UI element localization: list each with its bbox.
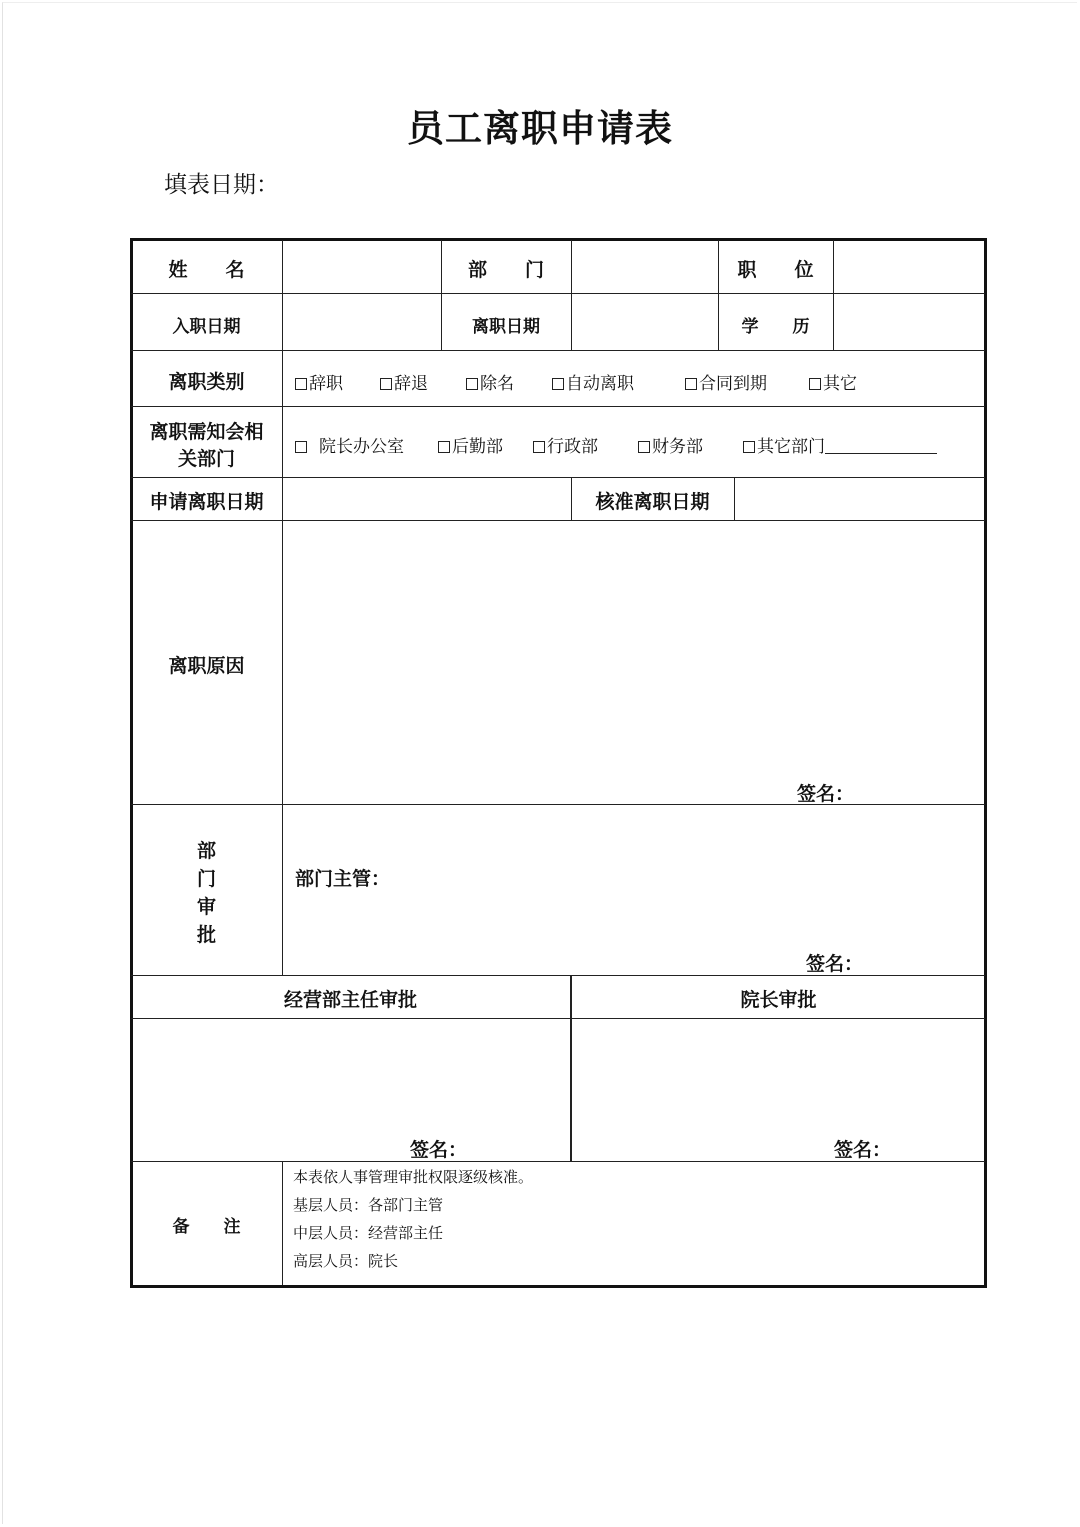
option-logistics[interactable]: 后勤部 bbox=[438, 432, 503, 457]
option-resign[interactable]: 辞职 bbox=[295, 369, 343, 394]
checkbox-icon[interactable] bbox=[438, 441, 450, 453]
checkbox-icon[interactable] bbox=[295, 378, 307, 390]
dept-supervisor-label: 部门主管： bbox=[295, 868, 391, 890]
other-dept-blank[interactable] bbox=[825, 437, 937, 454]
notify-depts-label-line2: 关部门 bbox=[177, 448, 235, 470]
leave-reason-label: 离职原因 bbox=[168, 655, 245, 677]
option-other-dept[interactable]: 其它部门 bbox=[743, 432, 937, 457]
option-expel[interactable]: 除名 bbox=[466, 369, 514, 394]
row-divider bbox=[131, 406, 985, 407]
checkbox-icon[interactable] bbox=[295, 441, 307, 453]
col-divider bbox=[282, 240, 283, 807]
row-divider bbox=[131, 1018, 985, 1019]
checkbox-icon[interactable] bbox=[466, 378, 478, 390]
remark-line: 高层人员：院长 bbox=[293, 1252, 399, 1270]
option-administration[interactable]: 行政部 bbox=[533, 432, 598, 457]
option-president-office[interactable]: 院长办公室 bbox=[295, 432, 404, 457]
dept-approval-label-char: 批 bbox=[196, 924, 216, 946]
name-label: 姓 名 bbox=[168, 259, 245, 281]
col-divider bbox=[833, 240, 834, 350]
checkbox-icon[interactable] bbox=[552, 378, 564, 390]
reason-signature-label: 签名： bbox=[797, 783, 855, 805]
president-signature-label: 签名： bbox=[834, 1139, 892, 1161]
department-label: 部 门 bbox=[467, 259, 544, 281]
ops-director-approval-label: 经营部主任审批 bbox=[283, 989, 417, 1011]
row-divider bbox=[131, 477, 985, 478]
dept-approval-label-char: 部 bbox=[196, 840, 216, 862]
notify-depts-label-line1: 离职需知会相 bbox=[149, 421, 264, 443]
row-divider bbox=[131, 350, 985, 351]
ops-director-signature-label: 签名： bbox=[410, 1139, 468, 1161]
approved-leave-date-label: 核准离职日期 bbox=[595, 491, 710, 513]
row-divider bbox=[131, 804, 985, 805]
col-divider bbox=[282, 1161, 283, 1285]
checkbox-icon[interactable] bbox=[380, 378, 392, 390]
form-title: 员工离职申请表 bbox=[407, 106, 673, 150]
checkbox-icon[interactable] bbox=[685, 378, 697, 390]
apply-leave-date-label: 申请离职日期 bbox=[149, 491, 264, 513]
fill-date-label: 填表日期： bbox=[164, 172, 279, 198]
dept-approval-label-char: 门 bbox=[196, 868, 216, 890]
option-other[interactable]: 其它 bbox=[809, 369, 857, 394]
col-divider bbox=[571, 240, 572, 350]
checkbox-icon[interactable] bbox=[638, 441, 650, 453]
option-finance[interactable]: 财务部 bbox=[638, 432, 703, 457]
remark-line: 本表依人事管理审批权限逐级核准。 bbox=[293, 1168, 534, 1186]
education-label: 学 历 bbox=[741, 317, 810, 337]
col-divider bbox=[734, 477, 735, 520]
dept-signature-label: 签名： bbox=[806, 953, 864, 975]
checkbox-icon[interactable] bbox=[743, 441, 755, 453]
dept-approval-label-char: 审 bbox=[196, 896, 216, 918]
position-label: 职 位 bbox=[737, 259, 814, 281]
leave-date-label: 离职日期 bbox=[472, 317, 540, 337]
row-divider bbox=[131, 293, 985, 294]
option-dismiss[interactable]: 辞退 bbox=[380, 369, 428, 394]
remarks-label: 备 注 bbox=[172, 1217, 241, 1237]
col-divider bbox=[282, 804, 283, 975]
checkbox-icon[interactable] bbox=[533, 441, 545, 453]
option-contract-expiry[interactable]: 合同到期 bbox=[685, 369, 767, 394]
form-table-frame bbox=[130, 238, 987, 1288]
remark-line: 基层人员：各部门主管 bbox=[293, 1196, 444, 1214]
president-approval-label: 院长审批 bbox=[740, 989, 817, 1011]
option-self-leave[interactable]: 自动离职 bbox=[552, 369, 634, 394]
checkbox-icon[interactable] bbox=[809, 378, 821, 390]
remark-line: 中层人员：经营部主任 bbox=[293, 1224, 444, 1242]
hire-date-label: 入职日期 bbox=[172, 317, 241, 337]
leave-type-label: 离职类别 bbox=[168, 371, 245, 393]
row-divider bbox=[131, 520, 985, 521]
